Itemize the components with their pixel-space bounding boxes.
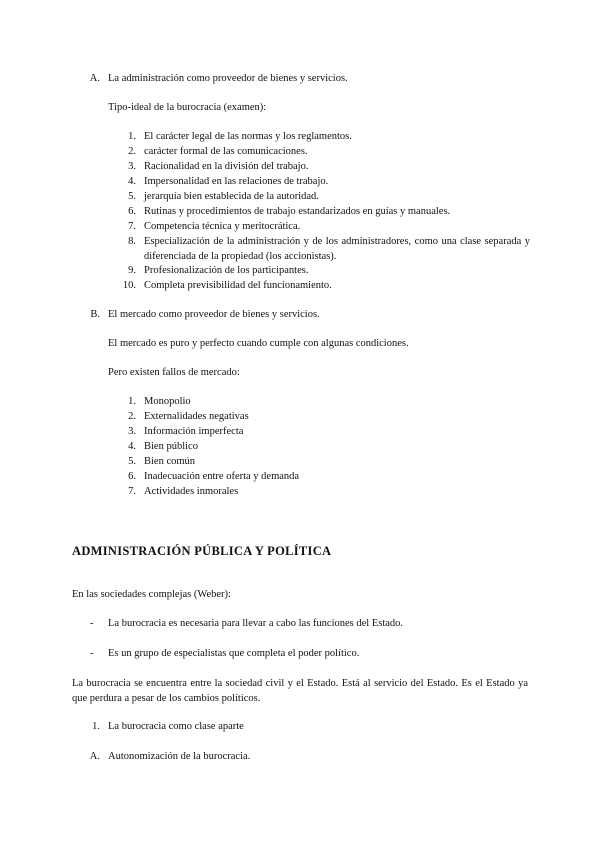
list-item: Racionalidad en la división del trabajo. xyxy=(144,161,309,172)
list-number: 3. xyxy=(128,426,136,437)
list-item: Completa previsibilidad del funcionamiento. xyxy=(144,280,332,291)
final-list-marker: A. xyxy=(89,751,100,762)
final-list-marker: 1. xyxy=(92,721,100,732)
list-item: Rutinas y procedimientos de trabajo estandarizados en guías y manuales. xyxy=(144,206,451,217)
list-number: 6. xyxy=(128,206,136,217)
list-item: Externalidades negativas xyxy=(144,411,249,422)
section-b-title: El mercado como proveedor de bienes y servicios. xyxy=(108,309,320,320)
list-item: Bien público xyxy=(144,441,198,452)
list-number: 4. xyxy=(128,176,136,187)
list-item: Monopolio xyxy=(144,396,191,407)
list-number: 3. xyxy=(128,161,136,172)
list-number: 2. xyxy=(128,411,136,422)
list-number: 1. xyxy=(128,131,136,142)
final-list-item: Autonomización de la burocracia. xyxy=(108,751,251,762)
list-item: jerarquía bien establecida de la autoridad. xyxy=(144,191,319,202)
list-item: Especialización de la administración y de los administradores, como una clase separada y diferenciada de la propiedad (los accionistas). xyxy=(144,236,530,262)
list-number: 5. xyxy=(128,191,136,202)
list-number: 7. xyxy=(128,486,136,497)
section-heading: ADMINISTRACIÓN PÚBLICA Y POLÍTICA xyxy=(72,544,332,558)
list-number: 7. xyxy=(128,221,136,232)
list-number: 2. xyxy=(128,146,136,157)
section-a-subtitle: Tipo-ideal de la burocracia (examen): xyxy=(108,102,267,113)
section-b-paragraph: Pero existen fallos de mercado: xyxy=(108,367,240,378)
list-number: 5. xyxy=(128,456,136,467)
section-b-paragraph: El mercado es puro y perfecto cuando cumple con algunas condiciones. xyxy=(108,338,409,349)
list-number: 8. xyxy=(128,236,136,247)
list-item: Bien común xyxy=(144,456,196,467)
bullet-item: Es un grupo de especialistas que completa el poder político. xyxy=(108,648,360,659)
section-a-title: La administración como proveedor de bienes y servicios. xyxy=(108,73,348,84)
bullet-item: La burocracia es necesaria para llevar a cabo las funciones del Estado. xyxy=(108,618,404,629)
list-number: 4. xyxy=(128,441,136,452)
intro-text: En las sociedades complejas (Weber): xyxy=(72,589,231,600)
list-item: Competencia técnica y meritocrática. xyxy=(144,221,301,232)
list-number: 10. xyxy=(122,280,136,291)
list-item: Actividades inmorales xyxy=(144,486,239,497)
final-list-item: La burocracia como clase aparte xyxy=(108,721,244,732)
list-number: 6. xyxy=(128,471,136,482)
list-item: Inadecuación entre oferta y demanda xyxy=(144,471,300,482)
list-item: El carácter legal de las normas y los reglamentos. xyxy=(144,131,352,142)
section-b-marker: B. xyxy=(90,309,100,320)
list-number: 1. xyxy=(128,396,136,407)
section-a-marker: A. xyxy=(89,73,100,84)
bullet-dash: - xyxy=(90,648,94,659)
list-number: 9. xyxy=(128,265,136,276)
list-item: carácter formal de las comunicaciones. xyxy=(144,146,308,157)
bullet-dash: - xyxy=(90,618,94,629)
body-paragraph: La burocracia se encuentra entre la sociedad civil y el Estado. Está al servicio del Estado. Es el Estado ya que perdura a pesar de los cambios políticos. xyxy=(72,678,528,704)
list-item: Profesionalización de los participantes. xyxy=(144,265,309,276)
list-item: Información imperfecta xyxy=(144,426,244,437)
list-item: Impersonalidad en las relaciones de trabajo. xyxy=(144,176,329,187)
